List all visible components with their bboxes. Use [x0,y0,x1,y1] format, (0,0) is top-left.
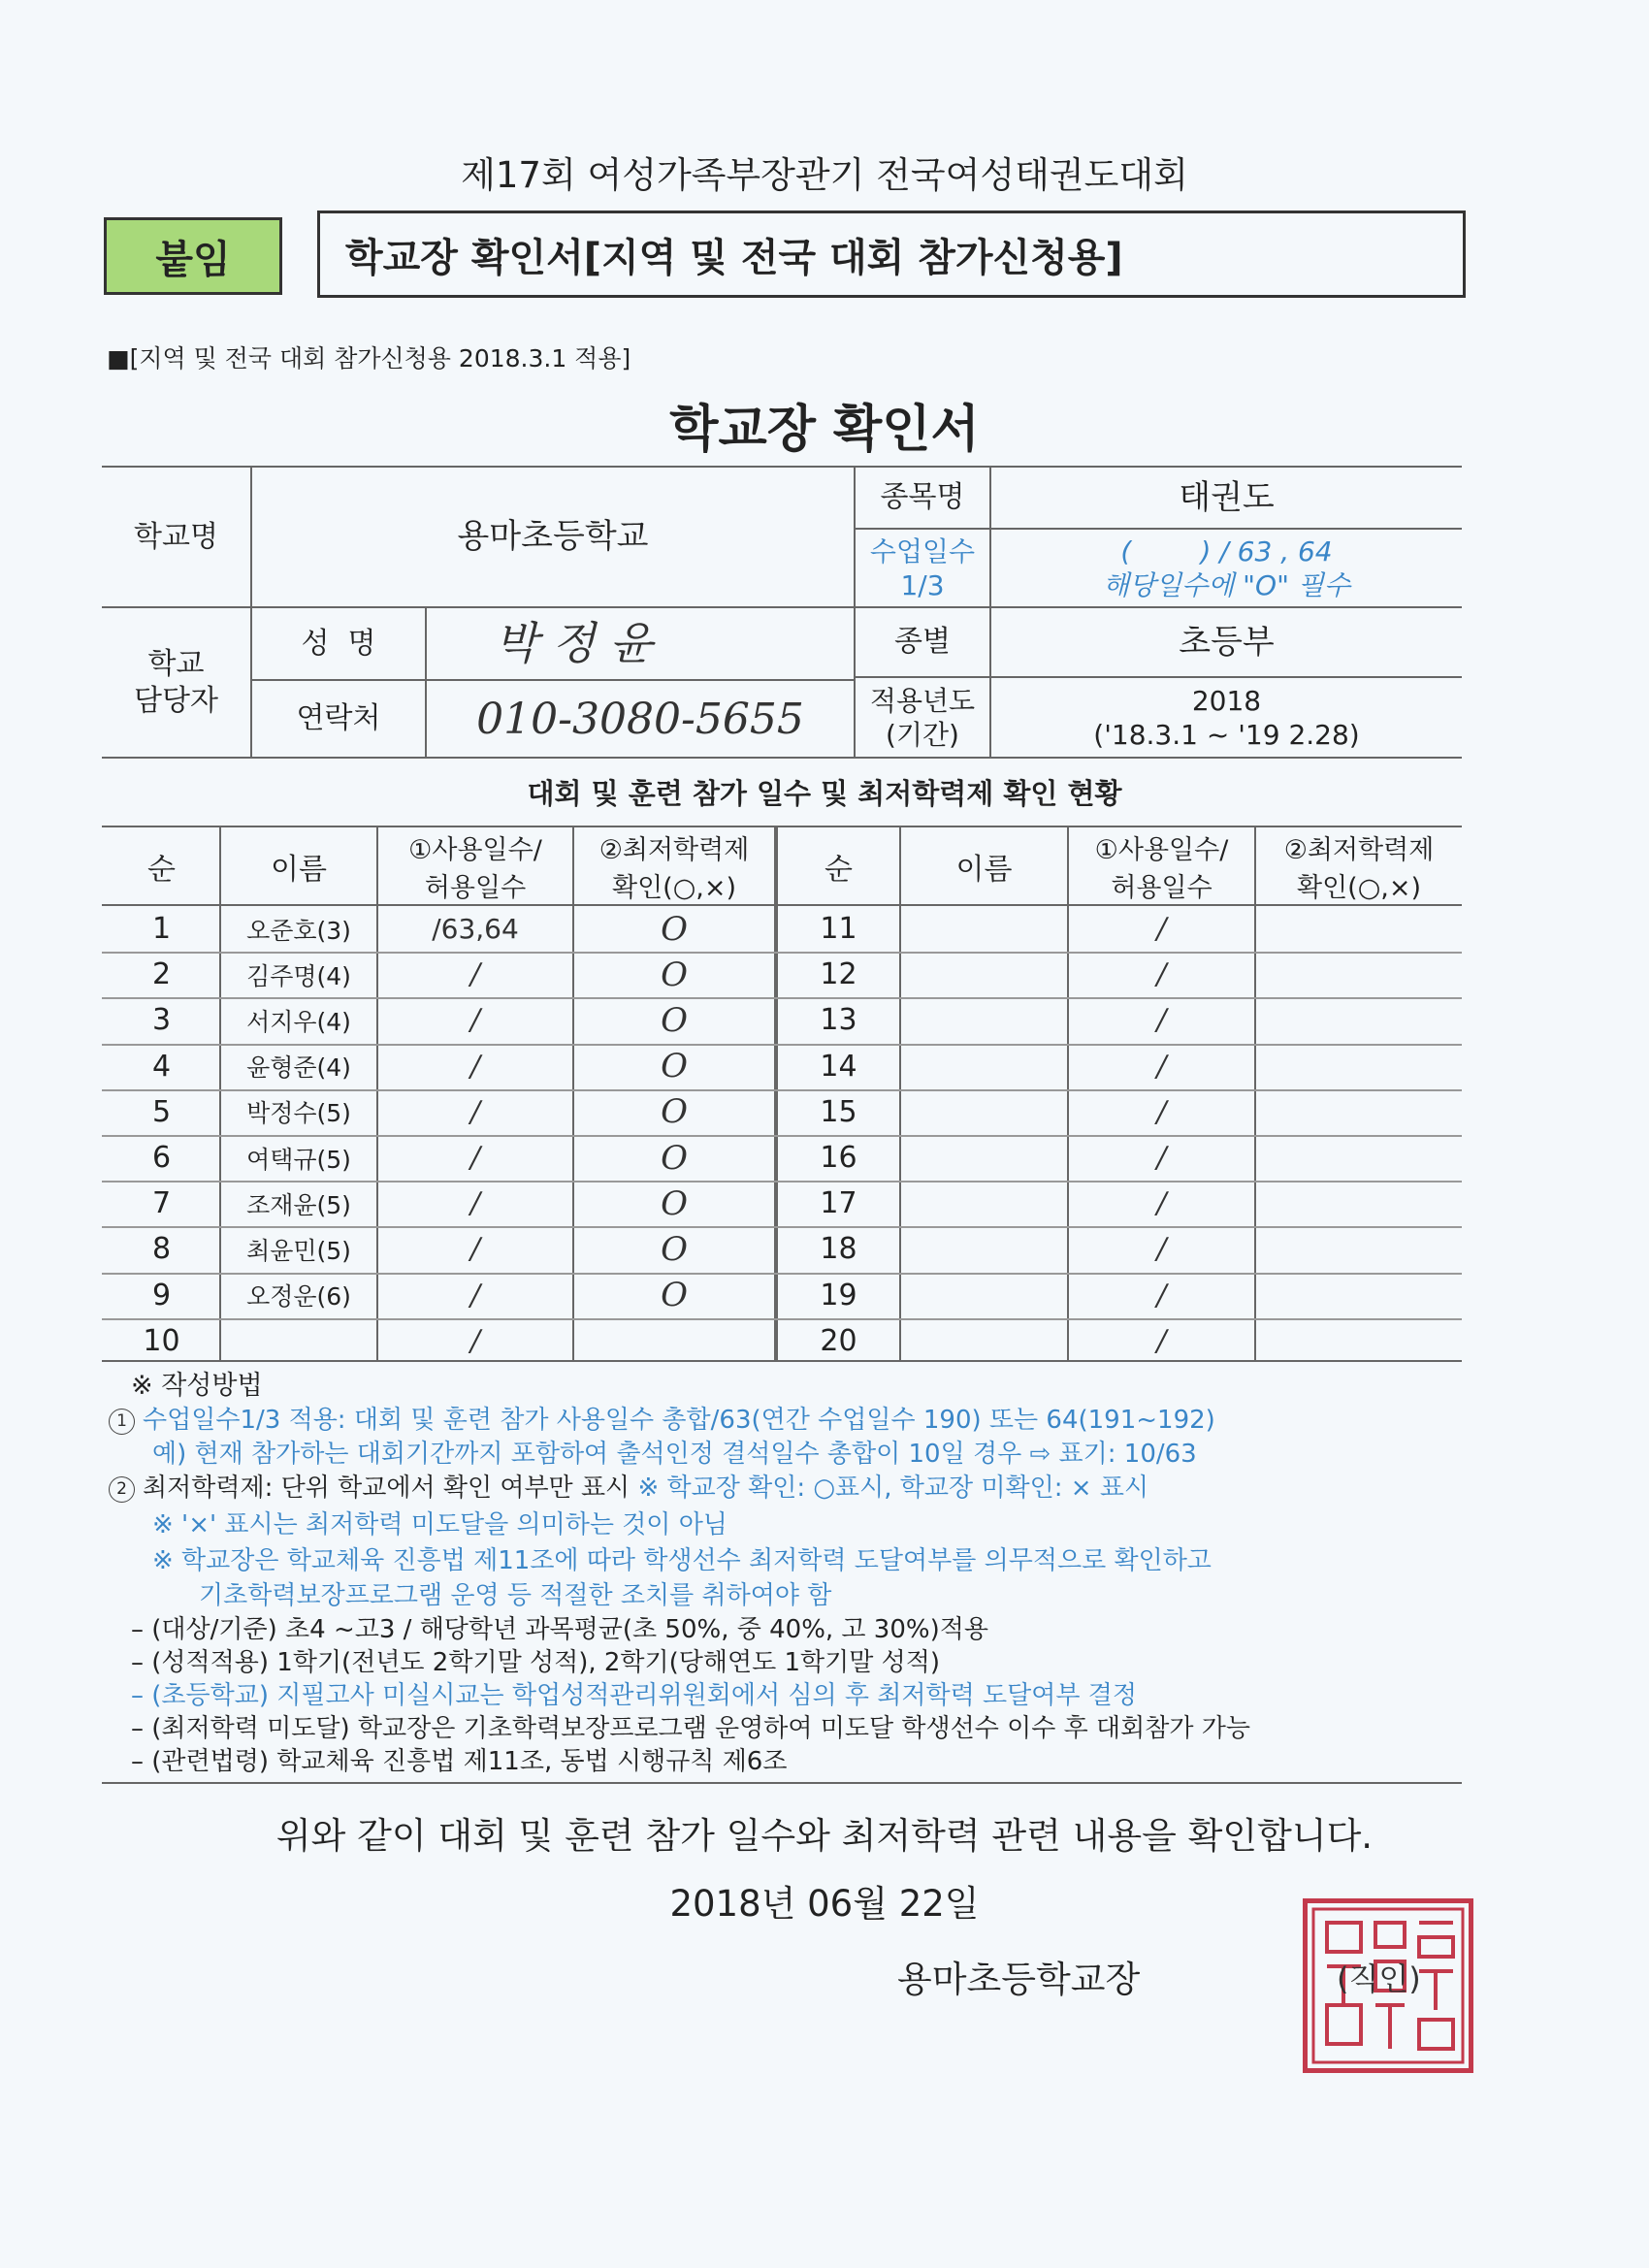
right-row-18-days: / [1156,1232,1167,1267]
right-row-20-no: 20 [820,1323,857,1358]
note-x-mark: ※ '×' 표시는 최저학력 미도달을 의미하는 것이 아님 [152,1510,728,1539]
header-name-left: 이름 [271,852,327,887]
bullet-elementary: – (초등학교) 지필고사 미실시교는 학업성적관리위원회에서 심의 후 최저학력 도달여부 결정 [131,1681,1137,1710]
left-row-6-no: 6 [151,1141,172,1176]
school-name-value: 용마초등학교 [457,517,649,557]
right-row-12-days: / [1156,957,1167,992]
right-row-18-name [901,1226,1067,1272]
year-label: 적용년도 (기간) [869,684,976,751]
confirmation-statement: 위와 같이 대회 및 훈련 참가 일수와 최저학력 관련 내용을 확인합니다. [275,1815,1374,1857]
instructions-heading: ※ 작성방법 [131,1371,263,1401]
right-row-12-name [901,952,1067,997]
right-row-15-no: 15 [820,1094,857,1129]
bullet-law: – (관련법령) 학교체육 진흥법 제11조, 동법 시행규칙 제6조 [131,1747,788,1776]
left-row-9-no: 9 [151,1278,172,1312]
right-row-11-name [901,906,1067,952]
header-check-left: ②최저학력제 확인(○,×) [598,834,750,903]
right-row-15-check [1256,1089,1462,1135]
left-row-10-no: 10 [143,1323,180,1358]
left-row-3-check: O [661,1000,688,1040]
left-row-7-no: 7 [151,1186,172,1221]
class-days-note: 해당일수에 "O" 필수 [1103,568,1350,601]
right-row-14-no: 14 [820,1049,857,1084]
right-row-16-days: / [1156,1141,1167,1176]
right-row-16-no: 16 [820,1141,857,1176]
left-row-8-days: / [469,1232,481,1267]
right-row-20-name [901,1318,1067,1364]
right-row-14-days: / [1156,1049,1167,1084]
division-value: 초등부 [1179,622,1275,662]
left-row-8-no: 8 [151,1232,172,1267]
class-days-label: 수업일수 1/3 [869,535,976,601]
right-row-13-no: 13 [820,1003,857,1038]
right-row-19-days: / [1156,1278,1167,1312]
right-row-17-days: / [1156,1186,1167,1221]
left-row-3-name: 서지우(4) [246,1007,351,1036]
left-row-4-no: 4 [151,1049,172,1084]
staff-name-signature: 박 정 윤 [495,616,653,669]
confirmation-date: 2018년 06월 22일 [669,1883,980,1925]
division-label: 종별 [894,625,951,660]
year-value: 2018 ('18.3.1 ~ '19 2.28) [1093,684,1360,751]
right-row-20-check [1256,1318,1462,1364]
left-row-6-check: O [661,1138,688,1178]
left-row-9-days: / [469,1278,481,1312]
left-row-1-name: 오준호(3) [246,916,351,945]
right-row-17-name [901,1181,1067,1226]
left-row-6-days: / [469,1141,481,1176]
bullet-unmet: – (최저학력 미도달) 학교장은 기초학력보장프로그램 운영하여 미도달 학생선수 이수 후 대회참가 가능 [131,1714,1250,1743]
right-row-16-name [901,1135,1067,1181]
right-row-11-days: / [1156,912,1167,947]
left-row-8-name: 최윤민(5) [246,1236,351,1265]
left-row-5-name: 박정수(5) [246,1099,351,1128]
left-row-9-check: O [661,1276,688,1315]
attachment-badge: 붙임 [104,217,282,295]
item1-line2: 예) 현재 참가하는 대회기간까지 포함하여 출석인정 결석일수 총합이 10일 경우 ⇨ 표기: 10/63 [152,1440,1197,1469]
school-name-label: 학교명 [134,519,218,554]
left-row-2-name: 김주명(4) [246,961,351,990]
left-row-10-name [221,1318,376,1364]
right-row-12-no: 12 [820,957,857,992]
header-name-right: 이름 [955,852,1013,887]
left-row-10-check [574,1318,774,1364]
header-days-right: ①사용일수/ 허용일수 [1094,834,1229,903]
left-row-6-name: 여택규(5) [246,1145,351,1174]
event-title: 제17회 여성가족부장관기 전국여성태권도대회 [461,154,1188,196]
item1-line1: 수업일수1/3 적용: 대회 및 훈련 참가 사용일수 총합/63(연간 수업일수 190) 또는 64(191~192) [143,1406,1215,1435]
left-row-9-name: 오정운(6) [246,1282,351,1312]
right-row-13-name [901,997,1067,1043]
roster-section-title: 대회 및 훈련 참가 일수 및 최저학력제 확인 현황 [527,777,1122,810]
staff-label: 학교 담당자 [134,647,218,718]
left-row-8-check: O [661,1229,688,1269]
item2-principal-note: ※ 학교장 확인: ○표시, 학교장 미확인: × 표시 [637,1474,1149,1503]
name-label: 성 명 [301,626,376,661]
right-row-20-days: / [1156,1323,1167,1358]
left-row-2-days: / [469,957,481,992]
right-row-17-no: 17 [820,1186,857,1221]
left-row-1-check: O [661,909,688,949]
right-row-17-check [1256,1181,1462,1226]
left-row-4-days: / [469,1049,481,1084]
item2-text: 최저학력제: 단위 학교에서 확인 여부만 표시 [143,1474,638,1503]
principal-name: 용마초등학교장 [897,1959,1141,2000]
right-row-19-check [1256,1273,1462,1318]
left-row-2-check: O [661,955,688,994]
right-row-18-check [1256,1226,1462,1272]
right-row-13-days: / [1156,1003,1167,1038]
right-row-14-check [1256,1044,1462,1089]
bullet-target: – (대상/기준) 초4 ~고3 / 해당학년 과목평균(초 50%, 중 40%, 고 30%)적용 [131,1615,988,1644]
left-row-7-name: 조재윤(5) [246,1190,351,1219]
event-label: 종목명 [880,480,965,515]
note-law-line1: ※ 학교장은 학교체육 진흥법 제11조에 따라 학생선수 최저학력 도달여부를 의무적으로 확인하고 [152,1546,1212,1575]
left-row-1-days: /63,64 [432,913,519,946]
left-row-7-check: O [661,1183,688,1223]
header-days-left: ①사용일수/ 허용일수 [408,834,542,903]
main-title: 학교장 확인서 [669,401,980,459]
left-row-2-no: 2 [151,957,172,992]
right-row-11-no: 11 [820,912,857,947]
right-row-11-check [1256,906,1462,952]
left-row-3-no: 3 [151,1003,172,1038]
event-value: 태권도 [1179,477,1275,517]
right-row-14-name [901,1044,1067,1089]
right-row-19-no: 19 [820,1278,857,1312]
right-row-16-check [1256,1135,1462,1181]
right-row-19-name [901,1273,1067,1318]
contact-label: 연락처 [296,701,381,736]
left-row-5-no: 5 [151,1094,172,1129]
item1-number: 1 [109,1409,135,1435]
item2-number: 2 [109,1476,135,1503]
left-row-5-check: O [661,1092,688,1132]
left-row-5-days: / [469,1094,481,1129]
left-row-4-name: 윤형준(4) [246,1053,351,1083]
left-row-3-days: / [469,1003,481,1038]
application-note: ■[지역 및 전국 대회 참가신청용 2018.3.1 적용] [107,344,631,373]
left-row-4-check: O [661,1047,688,1086]
header-no-right: 순 [824,852,853,887]
note-law-line2: 기초학력보장프로그램 운영 등 적절한 조치를 취하여야 함 [199,1581,832,1610]
left-row-10-days: / [469,1323,481,1358]
document-title-box: 학교장 확인서[지역 및 전국 대회 참가신청용] [317,211,1466,298]
right-row-18-no: 18 [820,1232,857,1267]
contact-value: 010-3080-5655 [476,694,804,744]
bullet-grade-period: – (성적적용) 1학기(전년도 2학기말 성적), 2학기(당해연도 1학기말 성적) [131,1648,941,1677]
header-no-left: 순 [147,852,176,887]
class-days-value: ( ) / 63 , 64 [1120,535,1333,567]
right-row-15-name [901,1089,1067,1135]
right-row-12-check [1256,952,1462,997]
seal-mark: (직인) [1337,1960,1421,1997]
left-row-1-no: 1 [151,912,172,947]
right-row-13-check [1256,997,1462,1043]
left-row-7-days: / [469,1186,481,1221]
right-row-15-days: / [1156,1094,1167,1129]
header-check-right: ②최저학력제 확인(○,×) [1283,834,1435,903]
